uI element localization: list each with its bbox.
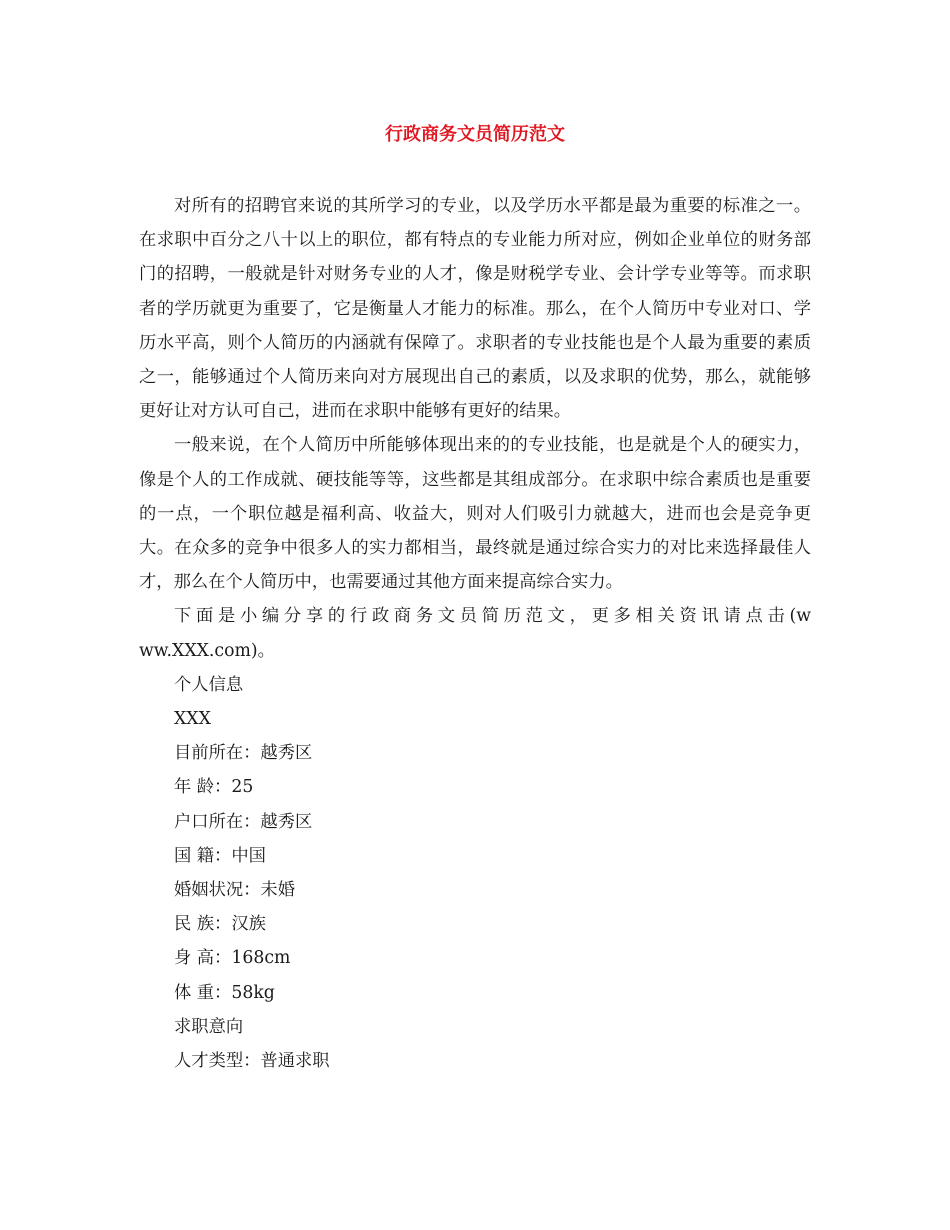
info-marital-status: 婚姻状况：未婚	[174, 880, 295, 901]
document-body	[139, 189, 811, 1078]
paragraph-1: 对所有的招聘官来说的其所学习的专业，以及学历水平都是最为重要的标准之一。在求职中百分之八十以上的职位，都有特点的专业能力所对应，例如企业单位的财务部门的招聘，一般就是针对财务专业的人才，像是财税学专业、会计学专业等等。而求职者的学历就更为重要了，它是衡量人才能力的标准。那么，在个人简历中专业对口、学历水平高，则个人简历的内涵就有保障了。求职者的专业技能也是个人最为重要的素质之一，能够通过个人简历来向对方展现出自己的素质，以及求职的优势，那么，就能够更好让对方认可自己，进而在求职中能够有更好的结果。	[139, 196, 811, 422]
resume-name: XXX	[174, 709, 211, 730]
section-heading-job-intention: 求职意向	[174, 1016, 244, 1037]
info-weight: 体 重：58kg	[174, 982, 275, 1003]
info-nationality: 国 籍：中国	[174, 845, 266, 866]
document-title: 行政商务文员简历范文	[385, 124, 565, 145]
intro-link[interactable]: (www.XXX.com)。	[139, 606, 811, 661]
info-age: 年 龄：25	[174, 777, 254, 798]
info-ethnicity: 民 族：汉族	[174, 914, 266, 935]
info-household-location: 户口所在：越秀区	[174, 811, 313, 832]
info-current-location: 目前所在：越秀区	[174, 743, 313, 764]
intro-paragraph	[139, 599, 811, 667]
info-height: 身 高：168cm	[174, 948, 291, 969]
section-heading-personal-info: 个人信息	[174, 674, 244, 695]
paragraph-2: 一般来说，在个人简历中所能够体现出来的的专业技能，也是就是个人的硬实力，像是个人的工作成就、硬技能等等，这些都是其组成部分。在求职中综合素质也是重要的一点，一个职位越是福利高、收益大，则对人们吸引力就越大，进而也会是竞争更大。在众多的竞争中很多人的实力都相当，最终就是通过综合实力的对比来选择最佳人才，那么在个人简历中，也需要通过其他方面来提高综合实力。	[139, 435, 811, 593]
info-talent-type: 人才类型：普通求职	[174, 1051, 330, 1072]
intro-text: 下面是小编分享的行政商务文员简历范文，更多相关资讯请点击	[174, 606, 790, 627]
